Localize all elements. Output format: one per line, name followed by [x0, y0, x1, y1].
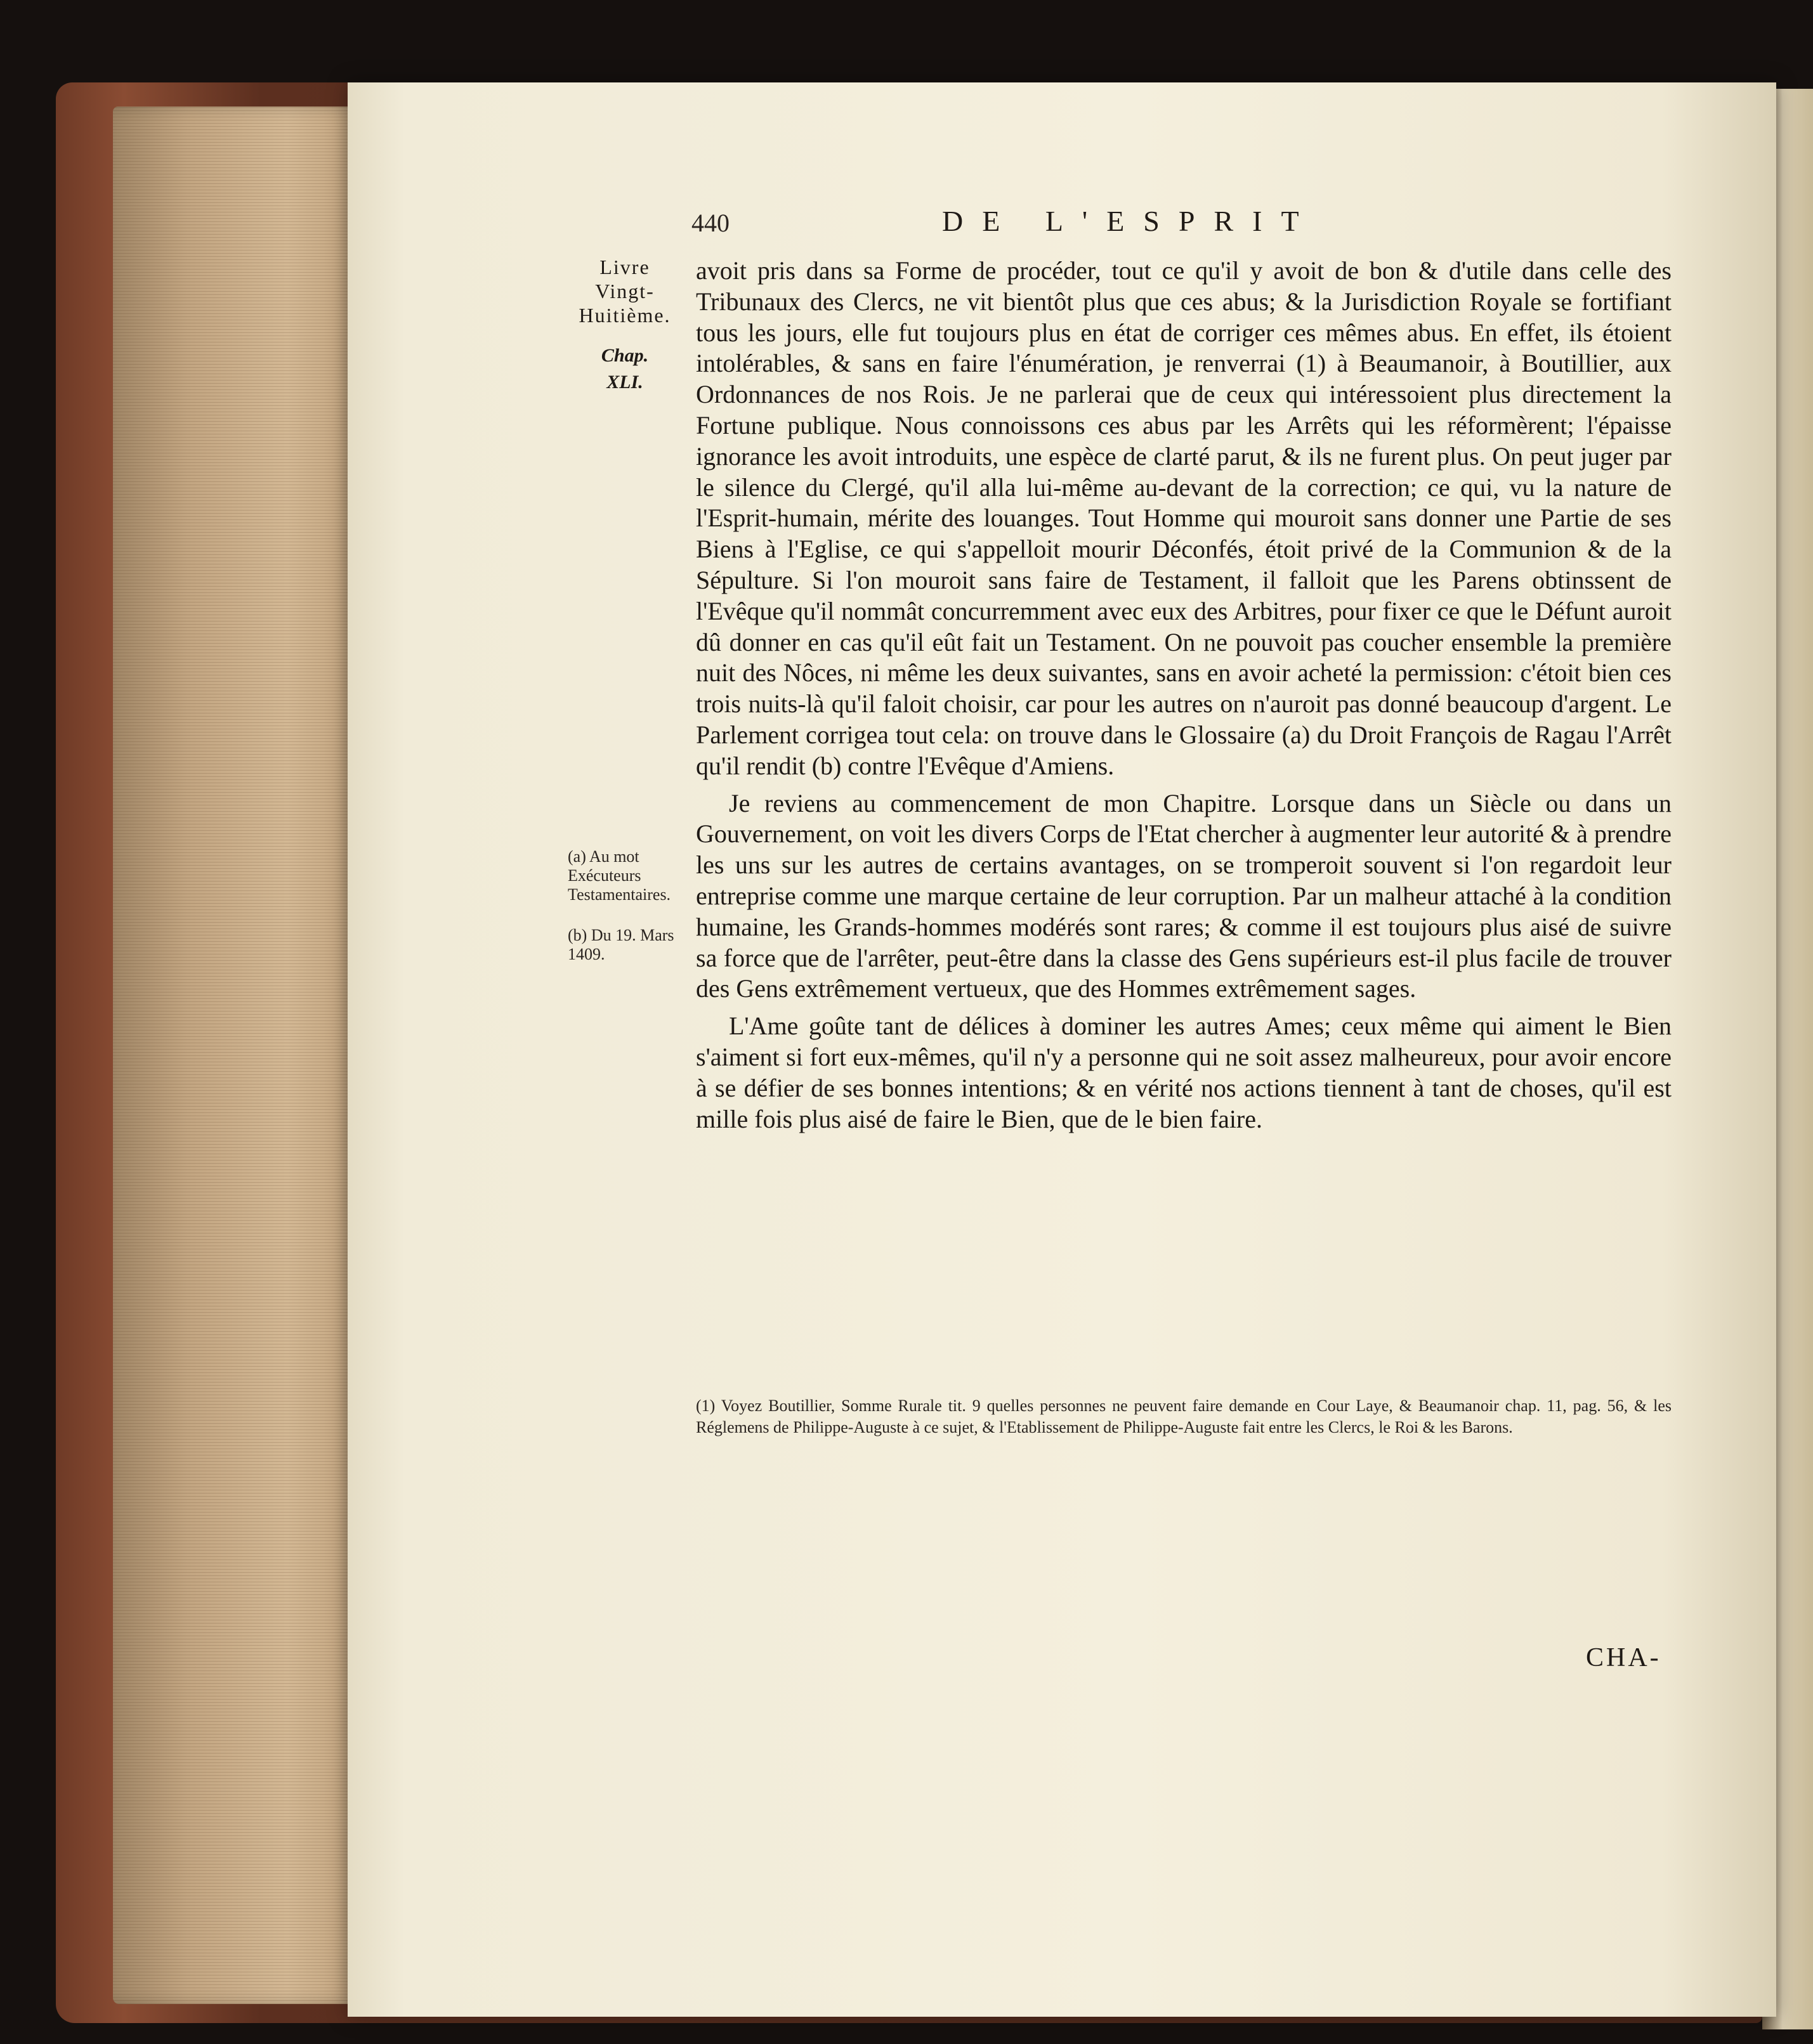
paragraph: Je reviens au commencement de mon Chapitre. Lorsque dans un Siècle ou dans un Gouvernement, on voit les divers Corps de l'Etat chercher à augmenter leur autorité & à prendre les uns sur les autres de certains avantages, on se tromperoit souvent si l'on regardoit leur entreprise comme une marque certaine de leur corruption. Par un malheur attaché à la condition humaine, les Grands-hommes modérés sont rares; & comme il est toujours plus aisé de suivre sa force que de l'arrêter, peut-être dans la classe des Gens supérieurs est-il plus facile de trouver des Gens extrêmement vertueux, que des Hommes extrêmement sages. [696, 788, 1672, 1003]
running-title: DE L'ESPRIT [942, 205, 1318, 237]
paragraph: avoit pris dans sa Forme de procéder, tout ce qu'il y avoit de bon & d'utile dans celle des Tribunaux des Clercs, ne vit bientôt plus que ces abus; & la Jurisdiction Royale se fortifiant tous les jours, elle fut toujours plus en état de corriger ces mêmes abus. En effet, ils étoient intolérables, & sans en faire l'énumération, je renverrai (1) à Beaumanoir, à Boutillier, aux Ordonnances de nos Rois. Je ne parlerai que de ceux qui intéressoient plus directement la Fortune publique. Nous connoissons ces abus par les Arrêts qui les réformèrent; l'épaisse ignorance les avoit introduits, une espèce de clarté parut, & ils ne furent plus. On peut juger par le silence du Clergé, qu'il alla lui-même au-devant de la correction; ce qui, vu la nature de l'Esprit-humain, mérite des louanges. Tout Homme qui mouroit sans donner une Partie de ses Biens à l'Eglise, ce qui s'appelloit mourir Déconfés, étoit privé de la Communion & de la Sépulture. Si l'on mouroit sans faire de Testament, il falloit que les Parens obtinssent de l'Evêque qu'il nommât concurremment avec eux des Arbitres, pour fixer ce que le Défunt auroit dû donner en cas qu'il eût fait un Testament. On ne pouvoit pas coucher ensemble la première nuit des Nôces, ni même les deux suivantes, sans en avoir acheté la permission: c'étoit bien ces trois nuits-là qu'il faloit choisir, car pour les autres on n'auroit pas donné beaucoup d'argent. Le Parlement corrigea tout cela: on trouve dans le Glossaire (a) du Droit François de Ragau l'Arrêt qu'il rendit (b) contre l'Evêque d'Amiens. [696, 256, 1672, 780]
page-number: 440 [691, 209, 730, 237]
margin-book-line-2: Vingt- [595, 280, 655, 303]
margin-chap-line-1: Chap. [601, 345, 649, 366]
paragraph: L'Ame goûte tant de délices à dominer les autres Ames; ceux même qui aiment le Bien s'aiment si fort eux-mêmes, qu'il n'y a personne qui ne soit assez malheureux, pour avoir encore à se défier de ses bonnes intentions; & en vérité nos actions tiennent à tant de choses, qu'il est mille fois plus aisé de faire le Bien, que de le bien faire. [696, 1012, 1672, 1133]
footnote: (1) Voyez Boutillier, Somme Rurale tit. 9 quelles personnes ne peuvent faire demande en Cour Laye, & Beaumanoir chap. 11, pag. 56, & les Réglemens de Philippe-Auguste à ce sujet, & l'Etablissement de Philippe-Auguste fait entre les Clercs, le Roi & les Barons. [696, 1396, 1672, 1436]
page-block-edge [113, 107, 362, 2004]
margin-chapter [571, 342, 679, 396]
catchword: CHA- [1586, 1643, 1661, 1672]
margin-chap-line-2: XLI. [606, 372, 643, 393]
margin-book-heading [565, 255, 685, 327]
margin-note-b: (b) Du 19. Mars 1409. [568, 926, 674, 963]
margin-book-line-3: Huitième. [579, 304, 671, 327]
margin-book-line-1: Livre [599, 256, 650, 278]
main-text [696, 256, 1672, 1135]
margin-note-a: (a) Au mot Exécuteurs Testamentaires. [568, 847, 671, 904]
page-header [691, 204, 1687, 242]
